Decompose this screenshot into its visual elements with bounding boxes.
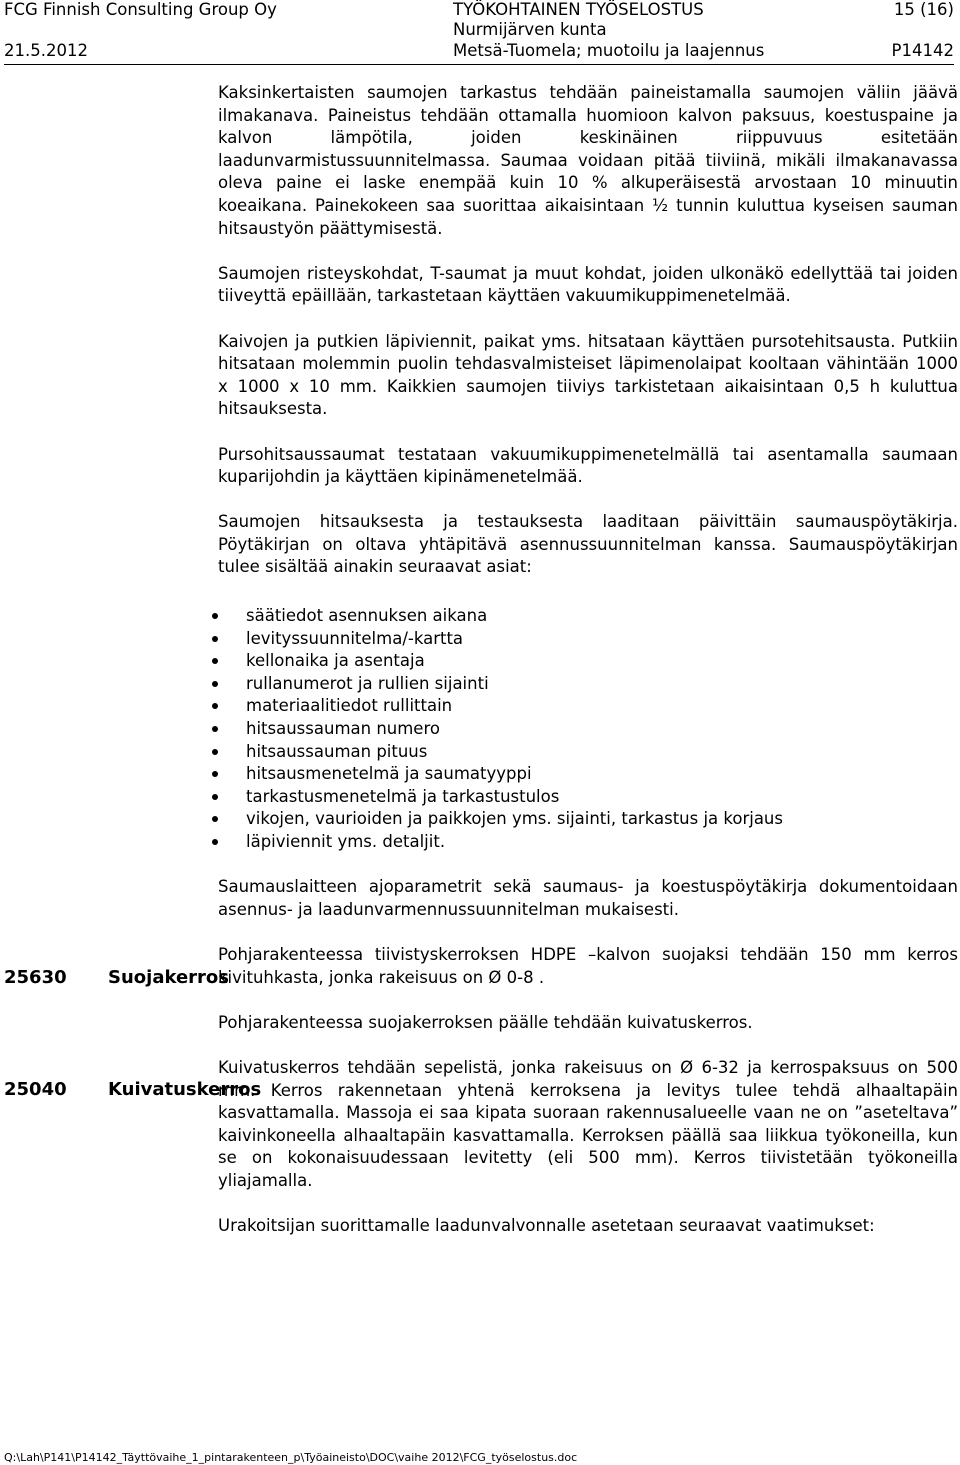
paragraph-parameters: Saumauslaitteen ajoparametrit sekä saumaus- ja koestuspöytäkirja dokumentoidaan asennus- ja laadunvarmennussuunnitelman mukaisesti. — [218, 877, 958, 919]
section-heading-kuivatuskerros — [4, 1079, 261, 1101]
header-page-number: 15 (16) — [893, 0, 954, 19]
paragraph-quality-requirements: Urakoitsijan suorittamalle laadunvalvonnalle asetetaan seuraavat vaatimukset: — [218, 1216, 875, 1236]
section-title: Kuivatuskerros — [108, 1079, 262, 1100]
section-heading-suojakerros — [4, 967, 229, 989]
bullet-icon — [212, 771, 218, 777]
list-item: säätiedot asennuksen aikana — [218, 605, 958, 628]
bullet-icon — [212, 658, 218, 664]
bullet-icon — [212, 816, 218, 822]
paragraph-vacuum-test: Saumojen risteyskohdat, T-saumat ja muut kohdat, joiden ulkonäkö edellyttää tai joiden tiiveyttä epäillään, tarkastetaan käyttäen vakuumikuppimenetelmää. — [218, 263, 958, 306]
header-company: FCG Finnish Consulting Group Oy — [4, 0, 277, 19]
paragraph-penetrations: Kaivojen ja putkien läpiviennit, paikat yms. hitsataan käyttäen pursotehitsausta. Putkiin hitsataan molemmin puolin tehdasvalmisteiset läpimenolaipat kooltaan vähintään 1000 x 1000 x 10 mm. Kaikkien saumojen tiiviys tarkistetaan aikaisintaan 0,5 h kuluttua hitsauksesta. — [218, 331, 958, 419]
protocol-items-list — [218, 605, 958, 854]
bullet-icon — [212, 703, 218, 709]
bullet-icon — [212, 839, 218, 845]
section-title: Suojakerros — [108, 967, 229, 988]
list-item: tarkastusmenetelmä ja tarkastustulos — [218, 786, 958, 809]
document-body — [218, 82, 958, 1260]
bullet-icon — [212, 726, 218, 732]
list-item: hitsaussauman numero — [218, 718, 958, 741]
list-item: kellonaika ja asentaja — [218, 650, 958, 673]
list-item: hitsaussauman pituus — [218, 741, 958, 764]
bullet-icon — [212, 613, 218, 619]
list-item: läpiviennit yms. detaljit. — [218, 831, 958, 854]
bullet-icon — [212, 636, 218, 642]
header-doc-title: TYÖKOHTAINEN TYÖSELOSTUS — [453, 0, 704, 19]
bullet-icon — [212, 794, 218, 800]
list-item: rullanumerot ja rullien sijainti — [218, 673, 958, 696]
bullet-icon — [212, 681, 218, 687]
list-item: vikojen, vaurioiden ja paikkojen yms. sijainti, tarkastus ja korjaus — [218, 808, 958, 831]
paragraph-seam-pressure-test: Kaksinkertaisten saumojen tarkastus tehdään paineistamalla saumojen väliin jäävä ilmakanava. Paineistus tehdään ottamalla huomioon kalvon paksuus, koestuspaine ja kalvon lämpötila, joiden keskinäinen riippuvuus esitetään laadunvarmistussuunnitelmassa. Saumaa voidaan pitää tiiviinä, mikäli ilmakanavassa oleva paine ei laske enempää kuin 10 % alkuperäisestä arvostaan 10 minuutin koeaikana. Painekokeen saa suorittaa aikaisintaan ½ tunnin kuluttua kyseisen sauman hitsaustyön päättymisestä. — [218, 83, 958, 238]
header-project-code: P14142 — [891, 41, 954, 60]
paragraph-protocol: Saumojen hitsauksesta ja testauksesta laaditaan päivittäin saumauspöytäkirja. Pöytäkirjan on oltava yhtäpitävä asennussuunnitelman kanssa. Saumauspöytäkirjan tulee sisältää ainakin seuraavat asiat: — [218, 512, 958, 577]
bullet-icon — [212, 749, 218, 755]
footer-file-path: Q:\Lah\P141\P14142_Täyttövaihe_1_pintarakenteen_p\Työaineisto\DOC\vaihe 2012\FCG_työselostus.doc — [4, 1451, 578, 1464]
paragraph-drainage-layer: Kuivatuskerros tehdään sepelistä, jonka rakeisuus on Ø 6-32 ja kerrospaksuus on 500 mm. Kerros rakennetaan yhtenä kerroksena ja levitys tulee tehdä alhaaltapäin kasvattamalla. Massoja ei saa kipata suoraan rakennusalueelle vaan ne on ”aseteltava” kaivinkoneella alhaaltapäin kasvattamalla. Kerroksen päällä saa liikkua työkoneilla, kun se on kokonaisuudessaan levitetty (eli 500 mm). Kerros tiivistetään työkoneilla yliajamalla. — [218, 1057, 958, 1190]
section-code: 25630 — [4, 967, 67, 988]
header-project: Metsä-Tuomela; muotoilu ja laajennus — [453, 41, 765, 60]
list-item: levityssuunnitelma/-kartta — [218, 628, 958, 651]
header-client: Nurmijärven kunta — [453, 20, 607, 39]
header-date: 21.5.2012 — [4, 41, 88, 60]
section-code: 25040 — [4, 1079, 67, 1100]
list-item: hitsausmenetelmä ja saumatyyppi — [218, 763, 958, 786]
paragraph-drainage-intro: Pohjarakenteessa suojakerroksen päälle tehdään kuivatuskerros. — [218, 1012, 753, 1032]
header-divider — [4, 64, 954, 65]
list-item: materiaalitiedot rullittain — [218, 695, 958, 718]
paragraph-protective-layer: Pohjarakenteessa tiivistyskerroksen HDPE –kalvon suojaksi tehdään 150 mm kerros kivituhkasta, jonka rakeisuus on Ø 0-8 . — [218, 944, 958, 987]
paragraph-extrusion-test: Pursohitsaussaumat testataan vakuumikuppimenetelmällä tai asentamalla saumaan kuparijohdin ja käyttäen kipinämenetelmää. — [218, 444, 958, 487]
